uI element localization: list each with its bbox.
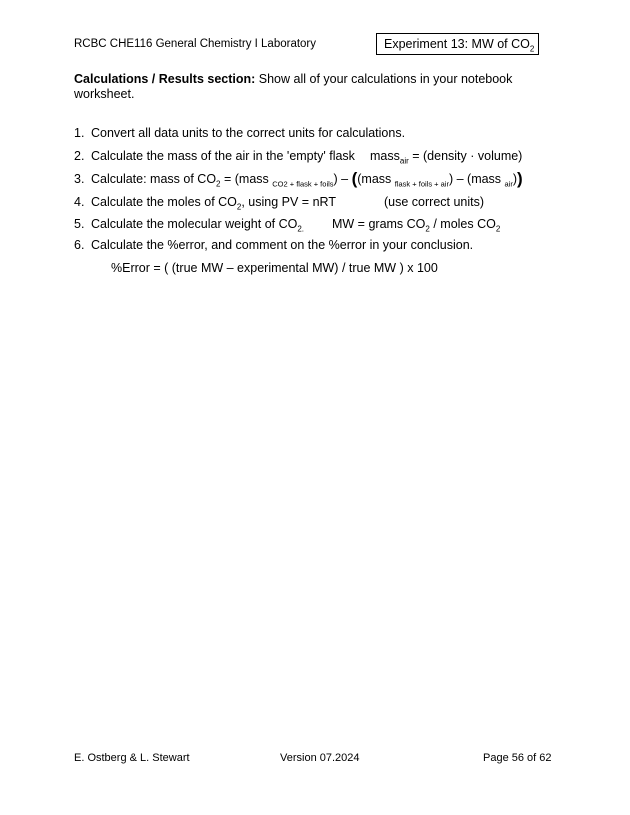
course-header: RCBC CHE116 General Chemistry I Laboratory (74, 38, 317, 50)
step-note: (use correct units) (384, 195, 485, 209)
experiment-title-subscript: 2 (529, 44, 535, 54)
section-heading: Calculations / Results section: (74, 72, 256, 86)
step-text: Calculate the moles of $CO_2$, using PV = nRT (91, 195, 336, 212)
step-text: Calculate the mass of the air in the 'empty' flask (91, 149, 355, 163)
experiment-title: Experiment 13: MW of CO (384, 37, 530, 51)
step-number: 4. (74, 195, 85, 209)
footer-authors: E. Ostberg & L. Stewart (74, 752, 190, 764)
step-number: 6. (74, 238, 85, 252)
step-number: 5. (74, 217, 85, 231)
step-equation: Calculate: mass of $CO_2$ = (mass $_{CO2 + flask + foils}$) – ((mass $_{flask + foils + air}$) – (mass $_{air}$)) (91, 169, 523, 189)
step-number: 2. (74, 149, 85, 163)
intro-text: Show all of your calculations in your notebook worksheet. (74, 72, 513, 101)
step-number: 3. (74, 172, 85, 186)
step-text: Calculate the molecular weight of $CO_{2.}$ (91, 217, 305, 234)
step-number: 1. (74, 126, 85, 140)
calculations-intro (74, 72, 544, 102)
footer-version: Version 07.2024 (280, 752, 360, 764)
experiment-title-box (376, 33, 539, 55)
step-text: Convert all data units to the correct units for calculations. (91, 126, 406, 140)
step-text: Calculate the %error, and comment on the %error in your conclusion. (91, 238, 474, 252)
percent-error-formula: %Error = ( (true MW – experimental MW) / true MW ) x 100 (111, 261, 438, 275)
step-equation: mass$_{air}$ = (density · volume) (370, 149, 523, 166)
footer-page-number: Page 56 of 62 (483, 752, 552, 764)
step-equation: MW = grams $CO_2$ / moles $CO_2$ (332, 217, 501, 234)
